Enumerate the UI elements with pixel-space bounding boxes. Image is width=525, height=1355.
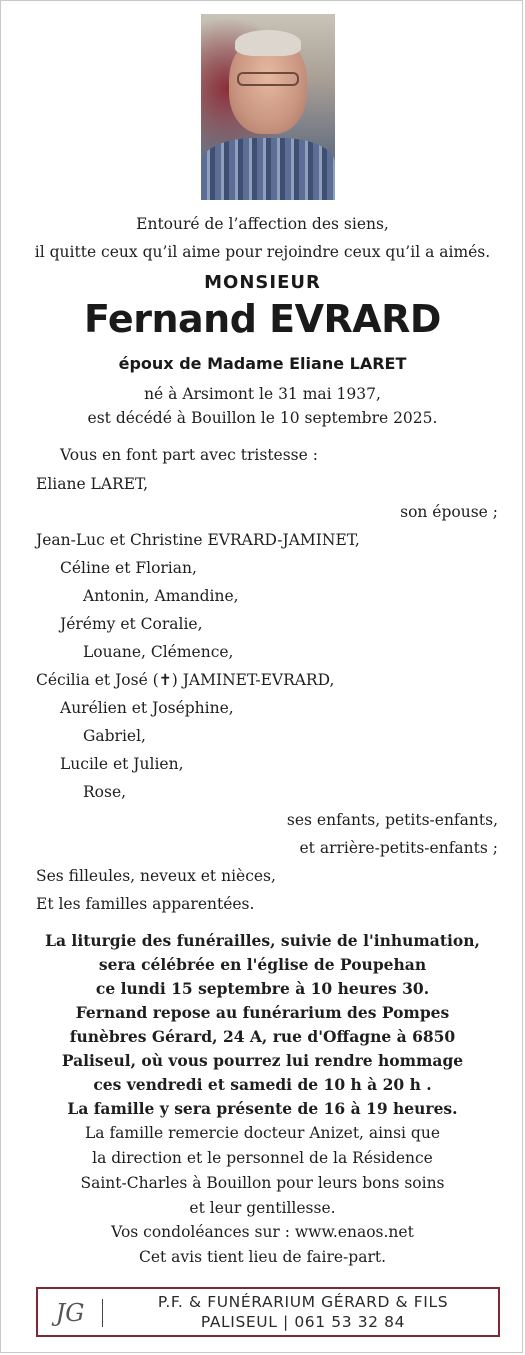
family-member: Lucile et Julien, <box>60 755 184 773</box>
family-member: Gabriel, <box>83 727 146 745</box>
shirt-shape <box>201 138 335 200</box>
glasses-shape <box>237 72 299 86</box>
footer-divider <box>102 1299 103 1327</box>
others-line-2: Et les familles apparentées. <box>36 895 255 913</box>
spouse-name: Eliane LARET, <box>36 475 149 493</box>
cross-icon: ✝ <box>158 671 172 689</box>
children-role-2: et arrière-petits-enfants ; <box>299 839 498 857</box>
family-member: Rose, <box>83 783 127 801</box>
funeral-line: sera célébrée en l'église de Poupehan <box>98 955 427 974</box>
hair-shape <box>235 30 301 56</box>
funeral-home-logo: JG <box>55 1299 85 1327</box>
funeral-line: Paliseul, où vous pourrez lui rendre hommage <box>61 1051 464 1070</box>
family-member: Aurélien et Joséphine, <box>60 699 234 717</box>
cecilia-prefix: Cécilia et José ( <box>36 671 159 689</box>
thanks-line: la direction et le personnel de la Résidence <box>92 1149 433 1167</box>
funeral-home-footer <box>36 1287 500 1337</box>
spouse-line: époux de Madame Eliane LARET <box>118 354 407 373</box>
birth-line: né à Arsimont le 31 mai 1937, <box>144 385 381 403</box>
intro-line-2: il quitte ceux qu’il aime pour rejoindre ceux qu’il a aimés. <box>34 243 491 261</box>
intro-line-1: Entouré de l’affection des siens, <box>136 215 389 233</box>
deceased-name: Fernand EVRARD <box>84 297 441 341</box>
portrait-photo <box>201 14 335 200</box>
family-member: Antonin, Amandine, <box>83 587 239 605</box>
announce-line: Vous en font part avec tristesse : <box>60 446 318 464</box>
funeral-line: ce lundi 15 septembre à 10 heures 30. <box>95 979 430 998</box>
family-member: Céline et Florian, <box>60 559 197 577</box>
family-member: Jean-Luc et Christine EVRARD-JAMINET, <box>36 531 360 549</box>
others-line-1: Ses filleules, neveux et nièces, <box>36 867 276 885</box>
children-role-1: ses enfants, petits-enfants, <box>286 811 498 829</box>
spouse-role: son épouse ; <box>400 503 498 521</box>
family-member: Louane, Clémence, <box>83 643 234 661</box>
funeral-home-contact: PALISEUL | 061 53 32 84 <box>200 1313 406 1331</box>
title-monsieur: MONSIEUR <box>204 272 321 293</box>
family-member-cecilia <box>36 671 334 689</box>
funeral-line: La liturgie des funérailles, suivie de l'inhumation, <box>45 931 480 950</box>
faire-part-line: Cet avis tient lieu de faire-part. <box>138 1248 387 1266</box>
condolences-line: Vos condoléances sur : www.enaos.net <box>111 1223 414 1241</box>
funeral-line: Fernand repose au funérarium des Pompes <box>75 1003 450 1022</box>
funeral-line: La famille y sera présente de 16 à 19 heures. <box>67 1099 458 1118</box>
funeral-line: funèbres Gérard, 24 A, rue d'Offagne à 6850 <box>69 1027 456 1046</box>
funeral-home-name: P.F. & FUNÉRARIUM GÉRARD & FILS <box>157 1293 449 1311</box>
thanks-line: et leur gentillesse. <box>189 1199 336 1217</box>
family-member: Jérémy et Coralie, <box>60 615 203 633</box>
death-line: est décédé à Bouillon le 10 septembre 2025. <box>87 409 438 427</box>
thanks-line: La famille remercie docteur Anizet, ainsi que <box>84 1124 441 1142</box>
cecilia-suffix: ) JAMINET-EVRARD, <box>171 671 335 689</box>
funeral-line: ces vendredi et samedi de 10 h à 20 h . <box>93 1075 432 1094</box>
thanks-line: Saint-Charles à Bouillon pour leurs bons soins <box>80 1174 445 1192</box>
